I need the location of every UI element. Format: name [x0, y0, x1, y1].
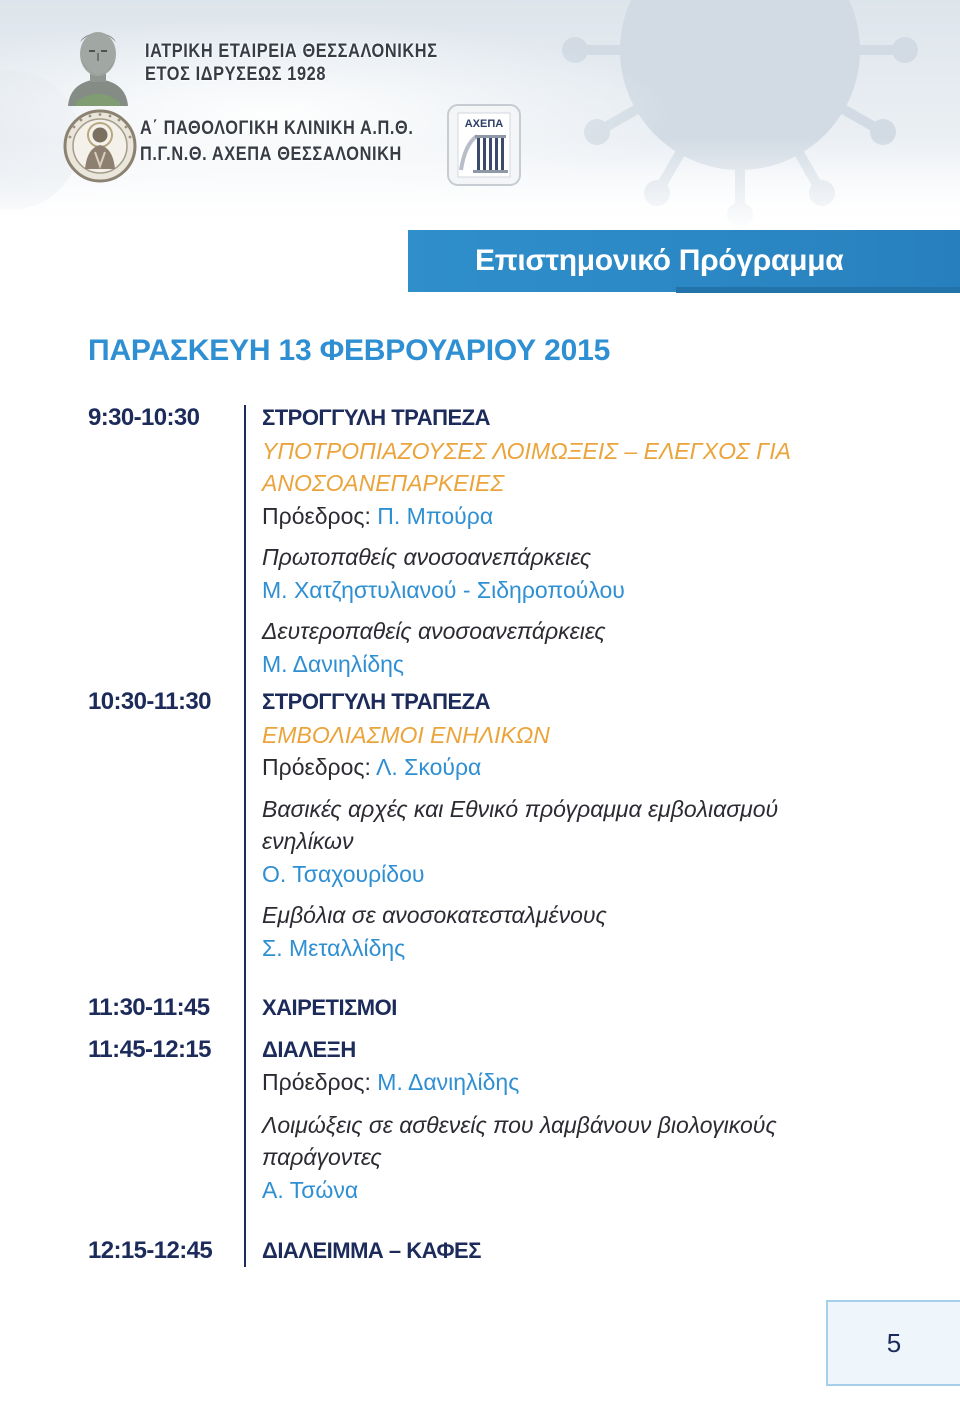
day-title: ΠΑΡΑΣΚΕΥΗ 13 ΦΕΒΡΟΥΑΡΙΟΥ 2015: [88, 334, 611, 367]
session-topic: ΕΜΒΟΛΙΑΣΜΟΙ ΕΝΗΛΙΚΩΝ: [262, 721, 550, 748]
session-greetings: [88, 992, 948, 1025]
page-number: 5: [886, 1328, 902, 1358]
session-time: 10:30-11:30: [88, 688, 211, 715]
chair-name: Π. Μπούρα: [377, 502, 494, 529]
page-number-box: [826, 1300, 960, 1386]
session-round-table-1: [88, 402, 948, 680]
session-type: ΔΙΑΛΕΞΗ: [262, 1036, 356, 1062]
talk-speaker: Μ. Δανιηλίδης: [262, 650, 405, 677]
clinic-name: Α΄ ΠΑΘΟΛΟΓΙΚΗ ΚΛΙΝΙΚΗ Α.Π.Θ.: [140, 118, 414, 139]
session-topic: ΥΠΟΤΡΟΠΙΑΖΟΥΣΕΣ ΛΟΙΜΩΞΕΙΣ – ΕΛΕΓΧΟΣ ΓΙΑ: [262, 437, 791, 464]
talk-speaker: Α. Τσώνα: [262, 1176, 359, 1203]
clinic-seal-logo: [62, 108, 138, 184]
session-round-table-2: [88, 686, 948, 964]
chair-label: Πρόεδρος:: [262, 502, 371, 529]
session-chair: [262, 500, 948, 533]
session-type: ΔΙΑΛΕΙΜΜΑ – ΚΑΦΕΣ: [262, 1238, 481, 1263]
session-content: [262, 1235, 948, 1268]
axepa-hospital-logo: [447, 104, 521, 186]
talk: [262, 541, 948, 606]
session-chair: [262, 751, 948, 784]
talk-title: Δευτεροπαθείς ανοσοανεπάρκειες: [262, 618, 606, 644]
chair-name: Λ. Σκούρα: [376, 754, 482, 780]
chair-name: Μ. Δανιηλίδης: [377, 1069, 520, 1095]
talk-title: ενηλίκων: [262, 828, 354, 854]
talk-speaker: Μ. Χατζηστυλιανού - Σιδηροπούλου: [262, 576, 625, 603]
session-content: [262, 686, 948, 964]
talk-title: Πρωτοπαθείς ανοσοανεπάρκειες: [262, 544, 592, 570]
session-chair: [262, 1066, 948, 1099]
schedule: [88, 402, 948, 1268]
talk-speaker: Ο. Τσαχουρίδου: [262, 860, 425, 887]
talk-title: παράγοντες: [262, 1144, 382, 1170]
banner-title: Επιστημονικό Πρόγραμμα: [475, 244, 844, 277]
session-lecture: [88, 1034, 948, 1207]
axepa-logo-text: ΑΧΕΠΑ: [464, 118, 504, 130]
hospital-name: Π.Γ.Ν.Θ. ΑΧΕΠΑ ΘΕΣΣΑΛΟΝΙΚΗ: [140, 144, 402, 165]
hippocrates-bust-logo: [62, 26, 134, 106]
session-coffee-break: [88, 1235, 948, 1268]
talk-title: Εμβόλια σε ανοσοκατεσταλμένους: [262, 902, 607, 928]
talk: [262, 793, 948, 891]
session-time: 12:15-12:45: [88, 1237, 213, 1264]
session-content: [262, 992, 948, 1025]
bust-icon: [62, 26, 134, 106]
medical-society-founded: ΕΤΟΣ ΙΔΡΥΣΕΩΣ 1928: [145, 64, 327, 85]
session-time: 11:45-12:15: [88, 1035, 211, 1063]
session-time: 11:30-11:45: [88, 994, 210, 1021]
session-time: 9:30-10:30: [88, 404, 200, 431]
chair-label: Πρόεδρος:: [262, 1069, 371, 1095]
session-type: ΧΑΙΡΕΤΙΣΜΟΙ: [262, 995, 397, 1020]
session-type: ΣΤΡΟΓΓΥΛΗ ΤΡΑΠΕΖΑ: [262, 405, 490, 430]
session-content: [262, 1034, 948, 1207]
chair-label: Πρόεδρος:: [262, 754, 371, 780]
session-topic: ΑΝΟΣΟΑΝΕΠΑΡΚΕΙΕΣ: [262, 470, 505, 496]
axepa-building-icon: [447, 104, 521, 186]
session-content: [262, 402, 948, 680]
session-type: ΣΤΡΟΓΓΥΛΗ ΤΡΑΠΕΖΑ: [262, 689, 490, 714]
talk: [262, 899, 948, 964]
talk: [262, 615, 948, 680]
talk: [262, 1109, 948, 1207]
talk-title: Λοιμώξεις σε ασθενείς που λαμβάνουν βιολογικούς: [262, 1111, 777, 1138]
banner-accent-stripe: [676, 287, 960, 293]
medical-society-name: ΙΑΤΡΙΚΗ ΕΤΑΙΡΕΙΑ ΘΕΣΣΑΛΟΝΙΚΗΣ: [145, 41, 438, 62]
seal-icon: [62, 108, 138, 184]
section-banner: [408, 230, 960, 292]
talk-title: Βασικές αρχές και Εθνικό πρόγραμμα εμβολιασμού: [262, 795, 779, 822]
talk-speaker: Σ. Μεταλλίδης: [262, 934, 406, 961]
